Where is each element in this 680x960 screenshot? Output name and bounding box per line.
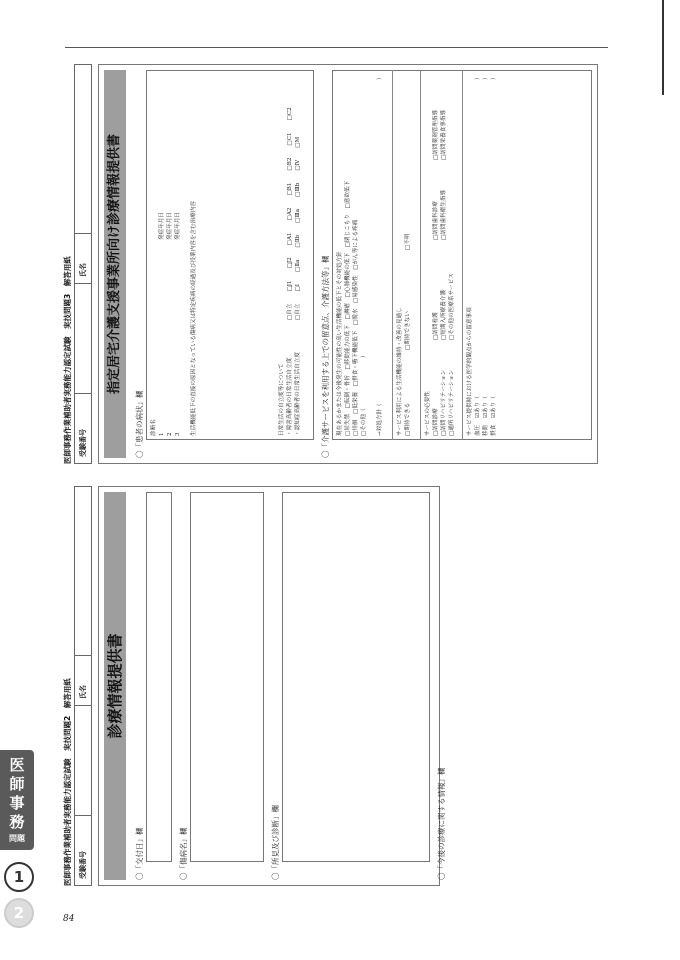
sheet2-caption: 医師事務作業補助者実務能力認定試験 実技問題2 解答用紙 [63,678,72,886]
diagnosis-row-3: 3 [175,432,181,436]
risk-options-2[interactable]: □徘徊 □低栄養 □摂食・嚥下機能低下 □脱水 □易感染性 □がん等による疼痛 [353,219,359,436]
medical-mobility-label: 移動 [483,424,489,436]
disease-name-field[interactable] [190,492,264,862]
onset-date-1: 発症年月日 [159,212,165,240]
outlook-expected[interactable]: □期待できる [405,402,411,436]
medical-eating-close: ） [491,74,497,80]
service-need-label: サービスの必要性 [425,391,431,436]
outlook-label: サービス利用による生活機能の維持・改善の見通し [397,307,403,436]
policy-label: →対処方針（ [377,403,383,436]
chapter-2-badge: 2 [4,898,34,928]
divider-outlook [392,70,393,440]
diagnosis-row-1: 1 [159,432,165,436]
need-home-nursing[interactable]: □訪問看護 [433,312,439,340]
sheet3-section-care-notes: 〇「介護サービスを利用する上での留意点、介護方法等」欄 [321,255,330,458]
sheet2-section-issue-date: 〇「交付日」欄 [135,827,144,880]
independence-dementia-label: ・認知症高齢者の日常生活自立度 [295,352,301,436]
treatment-course-label: 生活機能低下の直接の原因となっている傷病又は特定疾病の経過及び投薬内容を含む治療内容 [191,201,197,436]
outlook-not-expected[interactable]: □期待できない [405,311,411,350]
sheet3-section-condition: 〇「患者の病状」欄 [135,390,144,458]
diagnosis-row-2: 2 [167,432,173,436]
sheet3-caption: 医師事務作業補助者実務能力認定試験 実技問題3 解答用紙 [63,256,72,464]
onset-date-3: 発症年月日 [175,212,181,240]
sheet2-id-label: 受験番号 [75,815,91,885]
outlook-unknown[interactable]: □不明 [405,233,411,250]
sheet2-section-future-care: 〇「今後の診療に関する情報」欄 [437,767,446,880]
sheet2-name-field[interactable] [75,487,91,655]
medical-bp-check[interactable]: ☑あり（ [475,396,481,418]
sheet2-title: 診療情報提供書 [104,492,126,880]
sheet3-title: 指定居宅介護支援事業所向け診療情報提供書 [104,70,126,458]
need-pharmacy[interactable]: □訪問薬剤管理指導 [433,109,439,160]
sheet2-id-field[interactable] [75,705,91,815]
findings-field[interactable] [282,492,430,862]
page-edge-mark [662,0,664,95]
policy-close: ） [377,74,383,80]
side-tab-char-3: 事 [9,794,25,812]
need-other-medical[interactable]: □その他の医療系サービス [449,273,455,340]
sheet3-id-field[interactable] [75,283,91,393]
sheet3-name-field[interactable] [75,65,91,233]
side-tab-char-4: 務 [9,813,25,831]
need-home-visit-care[interactable]: □訪問診療 [433,408,439,436]
independence-elderly-label: ・障害高齢者の日常生活自立度 [287,357,293,436]
divider-need [420,70,421,440]
answer-sheet-problem-2 [58,472,448,892]
side-tab-sub: 問題 [9,834,25,843]
risk-label: 現在あるかまたは今後発生の可能性の高い生活機能の低下とその対処方針 [337,251,343,436]
onset-date-2: 発症年月日 [167,212,173,240]
independence-elderly-options[interactable]: □自立 □J1 □J2 □A1 □A2 □B1 □B2 □C1 □C2 [287,107,293,320]
medical-eating-check[interactable]: ☑あり（ [491,396,497,418]
need-day-rehab[interactable]: □通所リハビリテーション [449,369,455,436]
independence-dementia-options[interactable]: □自立 □Ⅰ □Ⅱa □Ⅱb □Ⅲa □Ⅲb □Ⅳ □M [295,136,301,320]
need-home-rehab[interactable]: □訪問リハビリテーション [441,369,447,436]
medical-bp-close: ） [475,74,481,80]
sheet2-id-row [74,486,92,886]
medical-bp-label: 血圧 [475,424,481,436]
section-side-tab [0,750,34,850]
issue-date-field[interactable] [146,492,172,862]
side-tab-char-1: 医 [9,756,25,774]
page-number: 84 [63,914,75,924]
medical-mobility-close: ） [483,74,489,80]
sheet3-name-label: 氏名 [75,233,91,283]
chapter-1-badge: 1 [4,862,34,892]
need-home-dental[interactable]: □訪問歯科診療 [433,201,439,240]
diagnosis-label: 診断名 [151,419,157,436]
medical-notes-label: サービス提供時における医学的観点からの留意事項 [467,307,473,436]
header-rule [65,47,608,48]
need-short-stay[interactable]: □短期入所療養介護 [441,289,447,340]
medical-eating-label: 摂食 [491,424,497,436]
sheet2-name-label: 氏名 [75,655,91,705]
divider-medical [462,70,463,440]
sheet2-section-disease-name: 〇「傷病名」欄 [179,827,188,880]
need-nutrition[interactable]: □訪問栄養食事指導 [441,109,447,160]
answer-sheet-problem-3 [58,50,618,470]
sheet2-section-findings: 〇「所見及び診断」欄 [271,805,280,880]
risk-options-1[interactable]: □尿失禁 □転倒・骨折 □移動能力の低下 □褥瘡 □心肺機能の低下 □閉じこもり □意欲低下 [345,180,351,436]
sheet3-id-label: 受験番号 [75,393,91,463]
risk-options-3[interactable]: □その他（ ） [361,352,367,436]
medical-mobility-check[interactable]: ☑あり（ [483,396,489,418]
side-tab-char-2: 師 [9,775,25,793]
independence-label: 日常生活の自立度等について [279,363,285,436]
sheet3-id-row [74,64,92,464]
need-dental-hygiene[interactable]: □訪問歯科衛生指導 [441,189,447,240]
